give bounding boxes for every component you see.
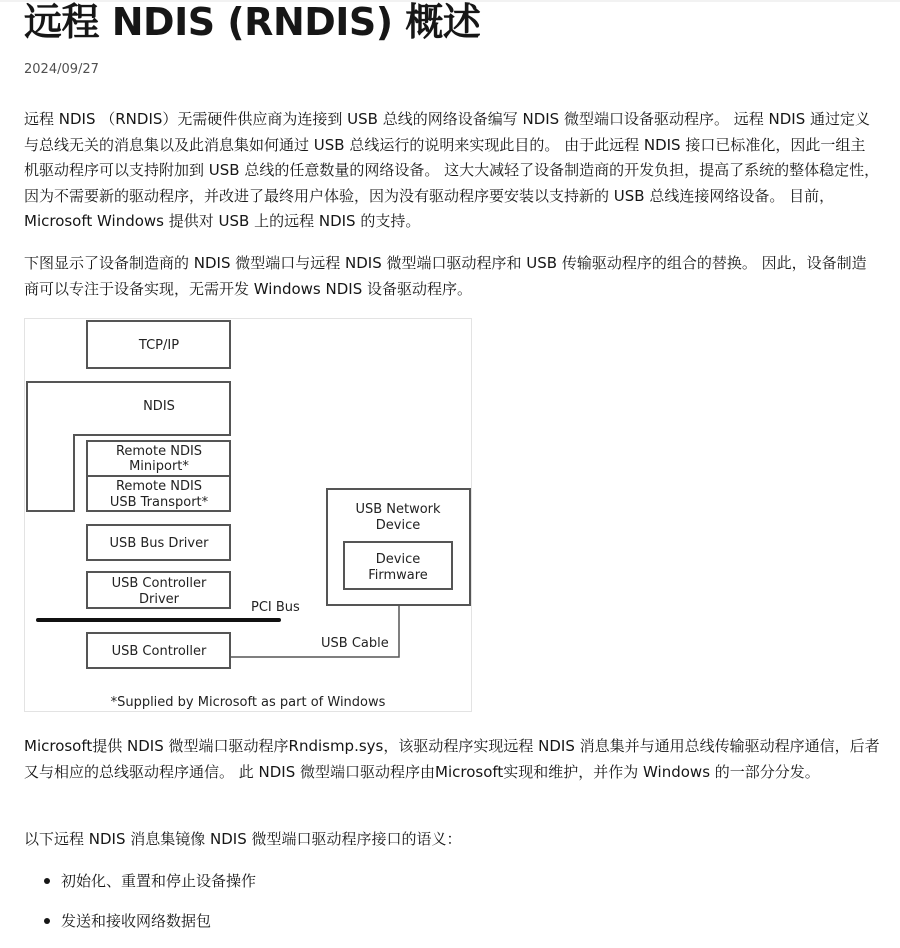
svg-text:USB Controller: USB Controller [111,576,207,591]
bullet-icon [44,918,50,924]
semantics-list [24,868,256,948]
svg-text:Driver: Driver [138,592,180,607]
svg-text:USB Bus Driver: USB Bus Driver [109,536,209,551]
miniport-driver-paragraph: Microsoft提供 NDIS 微型端口驱动程序Rndismp.sys，该驱动程序实现远程 NDIS 消息集并与通用总线传输驱动程序通信，后者又与相应的总线驱动程序通信。 此 NDIS 微型端口驱动程序由Microsoft实现和维护，并作为 Windows 的一部分分发。 [24,737,880,781]
svg-text:Device: Device [375,552,421,567]
message-set-paragraph: 以下远程 NDIS 消息集镜像 NDIS 微型端口驱动程序接口的语义： [24,830,462,848]
svg-text:Miniport*: Miniport* [129,459,189,474]
list-item: 发送和接收网络数据包 [24,908,256,948]
publish-date: 2024/09/27 [24,62,99,77]
svg-text:Device: Device [375,518,421,533]
page-title: 远程 NDIS (RNDIS) 概述 [24,0,481,44]
list-item: 初始化、重置和停止设备操作 [24,868,256,908]
svg-text:*Supplied by Microsoft as part: *Supplied by Microsoft as part of Windows [110,695,386,710]
svg-text:NDIS: NDIS [143,399,175,414]
rndis-architecture-diagram [24,318,472,712]
svg-text:Remote NDIS: Remote NDIS [115,479,203,494]
svg-text:PCI Bus: PCI Bus [251,600,300,615]
svg-text:USB Cable: USB Cable [321,636,389,651]
diagram-description-paragraph: 下图显示了设备制造商的 NDIS 微型端口与远程 NDIS 微型端口驱动程序和 USB 传输驱动程序的组合的替换。 因此，设备制造商可以专注于设备实现，无需开发 Windows NDIS 设备驱动程序。 [24,254,867,298]
intro-paragraph: 远程 NDIS （RNDIS）无需硬件供应商为连接到 USB 总线的网络设备编写 NDIS 微型端口设备驱动程序。 远程 NDIS 通过定义与总线无关的消息集以及此消息集如何通过 USB 总线运行的说明来实现此目的。 由于此远程 NDIS 接口已标准化，因此一组主机驱动程序可以支持附加到 USB 总线的任意数量的网络设备。 这大大减轻了设备制造商的开发负担，提高了系统的整体稳定性，因为不需要新的驱动程序，并改进了最终用户体验，因为没有驱动程序要安装以支持新的 USB 总线连接网络设备。 目前，Microsoft Windows 提供对 USB 上的远程 NDIS 的支持。 [24,110,880,230]
svg-text:USB Controller: USB Controller [111,644,207,659]
svg-text:USB Transport*: USB Transport* [109,495,209,510]
svg-text:Firmware: Firmware [368,568,428,583]
bullet-icon [44,878,50,884]
svg-text:TCP/IP: TCP/IP [138,338,180,353]
svg-text:USB Network: USB Network [355,502,441,517]
svg-text:Remote NDIS: Remote NDIS [115,444,203,459]
